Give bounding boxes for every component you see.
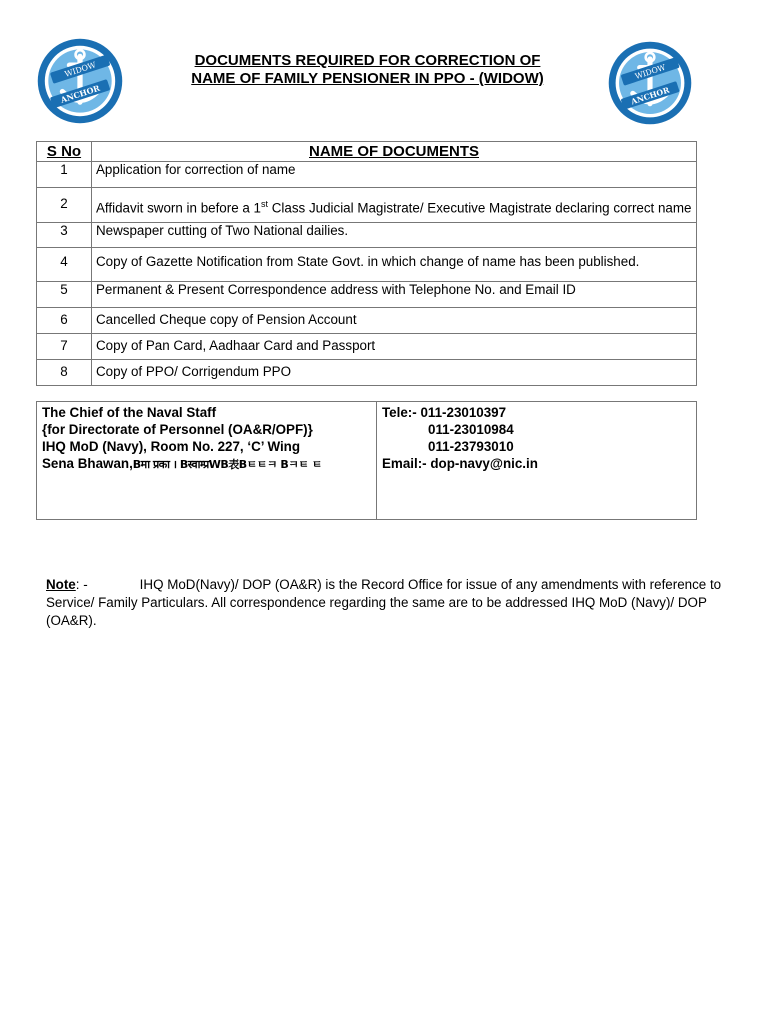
note-label: Note bbox=[46, 577, 76, 592]
row-document: Permanent & Present Correspondence address with Telephone No. and Email ID bbox=[92, 282, 697, 308]
widow-anchor-logo-right bbox=[607, 40, 693, 126]
svg-text:ANCHOR: ANCHOR bbox=[630, 85, 671, 107]
row-sno bbox=[37, 188, 92, 223]
row-sno-value: 2 bbox=[60, 196, 68, 211]
contact-details bbox=[382, 404, 538, 472]
row-document-text-post: Class Judicial Magistrate/ Executive Magistrate declaring correct name bbox=[268, 200, 692, 216]
row-sno bbox=[37, 308, 92, 334]
row-document: Newspaper cutting of Two National dailies. bbox=[92, 223, 697, 248]
row-document bbox=[92, 188, 697, 223]
row-sno bbox=[37, 248, 92, 282]
table-row bbox=[37, 162, 697, 188]
table-row bbox=[37, 282, 697, 308]
address-line-4-garbled: Bमा प्रका । Bस्वाम्प्रWB表Bㅌㅌㅋ Bㅋㅌ ㅌ bbox=[132, 458, 322, 471]
row-sno-value: 6 bbox=[60, 312, 68, 327]
row-sno-value: 4 bbox=[60, 254, 68, 269]
telephone-line-1: Tele:- 011-23010397 bbox=[382, 405, 507, 420]
row-document-text-pre: Affidavit sworn in before a 1 bbox=[96, 200, 261, 216]
telephone-line-2: 011-23010984 bbox=[428, 422, 514, 437]
table-row bbox=[37, 308, 697, 334]
title-line-2: NAME OF FAMILY PENSIONER IN PPO - (WIDOW) bbox=[191, 70, 544, 87]
table-row bbox=[37, 334, 697, 360]
row-sno-value: 7 bbox=[60, 338, 68, 353]
column-header-sno: S No bbox=[37, 142, 92, 162]
telephone-line-3: 011-23793010 bbox=[428, 439, 514, 454]
table-row bbox=[37, 188, 697, 223]
address-line-1: The Chief of the Naval Staff bbox=[42, 405, 217, 420]
address-line-4 bbox=[42, 455, 322, 473]
note-separator: : - bbox=[75, 577, 88, 592]
table-row bbox=[37, 248, 697, 282]
address-line-3: IHQ MoD (Navy), Room No. 227, ‘C’ Wing bbox=[42, 439, 301, 454]
note-text: IHQ MoD(Navy)/ DOP (OA&R) is the Record Office for issue of any amendments with reference to Service/ Family Particulars. All correspondence regarding the same are to be addressed IHQ MoD (Navy)/ DOP (OA&R). bbox=[46, 577, 722, 628]
row-document: Copy of Gazette Notification from State Govt. in which change of name has been published. bbox=[92, 248, 697, 282]
table-row bbox=[37, 360, 697, 386]
row-sno: 1 bbox=[37, 162, 92, 188]
svg-text:WIDOW: WIDOW bbox=[633, 62, 667, 82]
row-sno-value: 8 bbox=[60, 364, 68, 379]
widow-anchor-logo-left bbox=[36, 37, 124, 125]
postal-address bbox=[42, 404, 322, 473]
table-row bbox=[37, 223, 697, 248]
address-divider bbox=[376, 402, 377, 519]
row-document: Copy of Pan Card, Aadhaar Card and Passport bbox=[92, 334, 697, 360]
address-line-4-text: Sena Bhawan, bbox=[42, 456, 133, 471]
address-box bbox=[36, 401, 697, 520]
row-sno: 5 bbox=[37, 282, 92, 308]
page-title bbox=[150, 52, 585, 88]
row-document-superscript: st bbox=[261, 199, 269, 209]
column-header-documents: NAME OF DOCUMENTS bbox=[92, 142, 697, 162]
address-line-2: {for Directorate of Personnel (OA&R/OPF)} bbox=[42, 422, 313, 437]
note-paragraph bbox=[46, 576, 746, 630]
row-document: Application for correction of name bbox=[92, 162, 697, 188]
svg-text:WIDOW: WIDOW bbox=[63, 60, 98, 79]
title-line-1: DOCUMENTS REQUIRED FOR CORRECTION OF bbox=[194, 52, 541, 69]
row-sno bbox=[37, 360, 92, 386]
documents-table bbox=[36, 141, 697, 386]
row-sno: 3 bbox=[37, 223, 92, 248]
email-line: Email:- dop-navy@nic.in bbox=[382, 456, 538, 471]
row-document: Cancelled Cheque copy of Pension Account bbox=[92, 308, 697, 334]
table-header-row bbox=[37, 142, 697, 162]
row-sno bbox=[37, 334, 92, 360]
svg-text:ANCHOR: ANCHOR bbox=[59, 83, 102, 105]
row-document: Copy of PPO/ Corrigendum PPO bbox=[92, 360, 697, 386]
